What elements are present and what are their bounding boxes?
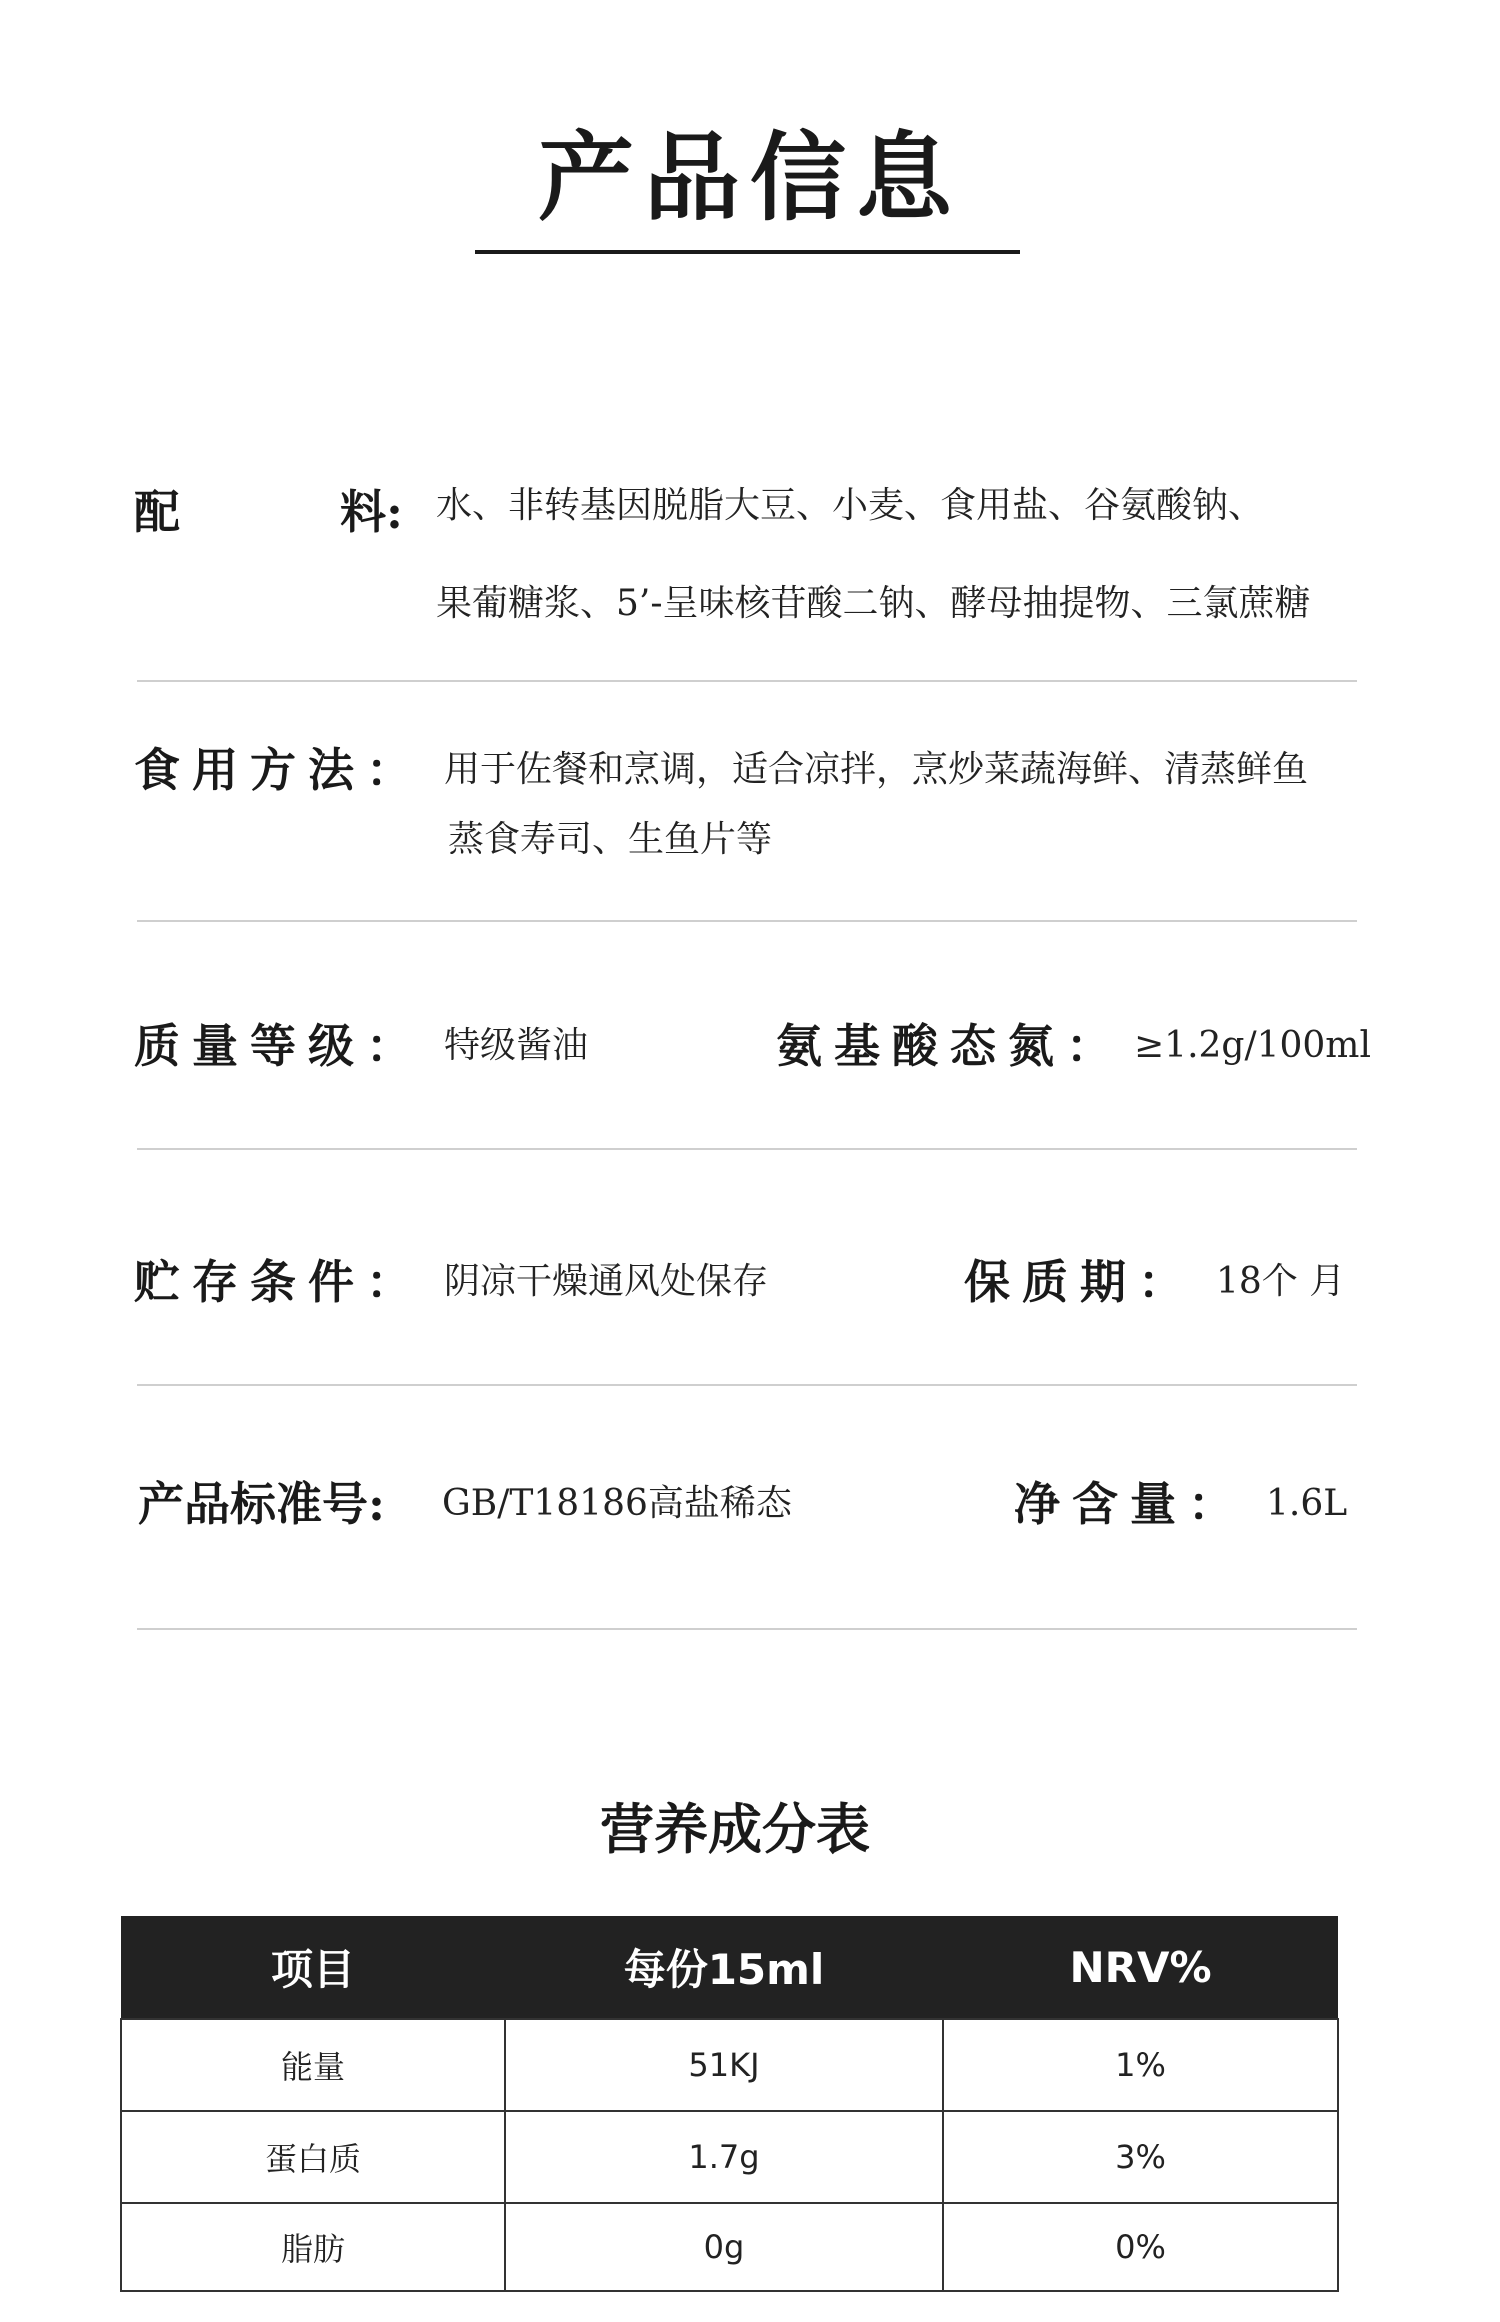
usage-line-1: 用于佐餐和烹调，适合凉拌，烹炒菜蔬海鲜、清蒸鲜鱼 xyxy=(444,749,1309,790)
storage-label: 贮存条件： xyxy=(134,1255,424,1309)
ingredients-label-first: 配 xyxy=(134,485,180,539)
net-content-value: 1.6L xyxy=(1266,1483,1348,1524)
cell-nrv: 3% xyxy=(943,2111,1338,2203)
nutrition-table-title: 营养成分表 xyxy=(600,1798,870,1861)
ingredients-line-2: 果葡糖浆、5’-呈味核苷酸二钠、酵母抽提物、三氯蔗糖 xyxy=(436,583,1311,624)
ingredients-line-1: 水、非转基因脱脂大豆、小麦、食用盐、谷氨酸钠、 xyxy=(436,485,1265,526)
standard-label: 产品标准号: xyxy=(138,1477,385,1531)
title-underline xyxy=(475,250,1020,254)
cell-item: 能量 xyxy=(121,2019,505,2111)
table-row xyxy=(121,2019,1338,2111)
cell-amount: 1.7g xyxy=(505,2111,943,2203)
table-header-row xyxy=(121,1916,1338,2019)
ingredients-label-last: 料: xyxy=(340,485,403,539)
divider xyxy=(137,680,1357,682)
cell-amount: 51KJ xyxy=(505,2019,943,2111)
header-per-serving: 每份15ml xyxy=(505,1916,943,2019)
cell-nrv: 0% xyxy=(943,2203,1338,2291)
cell-item: 蛋白质 xyxy=(121,2111,505,2203)
cell-nrv: 1% xyxy=(943,2019,1338,2111)
table-row xyxy=(121,2203,1338,2291)
header-nrv: NRV% xyxy=(943,1916,1338,2019)
divider xyxy=(137,1148,1357,1150)
net-content-label: 净含量： xyxy=(1014,1477,1246,1531)
cell-item: 脂肪 xyxy=(121,2203,505,2291)
divider xyxy=(137,1628,1357,1630)
usage-line-2: 蒸食寿司、生鱼片等 xyxy=(448,819,773,860)
storage-value: 阴凉干燥通风处保存 xyxy=(444,1261,769,1302)
divider xyxy=(137,1384,1357,1386)
cell-amount: 0g xyxy=(505,2203,943,2291)
shelf-life-label: 保质期： xyxy=(964,1255,1196,1309)
shelf-life-value: 18个 月 xyxy=(1216,1261,1346,1302)
usage-label: 食用方法： xyxy=(134,743,424,797)
amino-nitrogen-label: 氨基酸态氮： xyxy=(776,1019,1124,1073)
quality-label: 质量等级： xyxy=(134,1019,424,1073)
divider xyxy=(137,920,1357,922)
amino-nitrogen-value: ≥1.2g/100ml xyxy=(1134,1025,1371,1066)
table-row xyxy=(121,2111,1338,2203)
nutrition-table xyxy=(120,1916,1339,2292)
standard-value: GB/T18186高盐稀态 xyxy=(442,1483,792,1524)
quality-value: 特级酱油 xyxy=(444,1025,589,1066)
page-title: 产品信息 xyxy=(538,121,962,234)
header-item: 项目 xyxy=(121,1916,505,2019)
